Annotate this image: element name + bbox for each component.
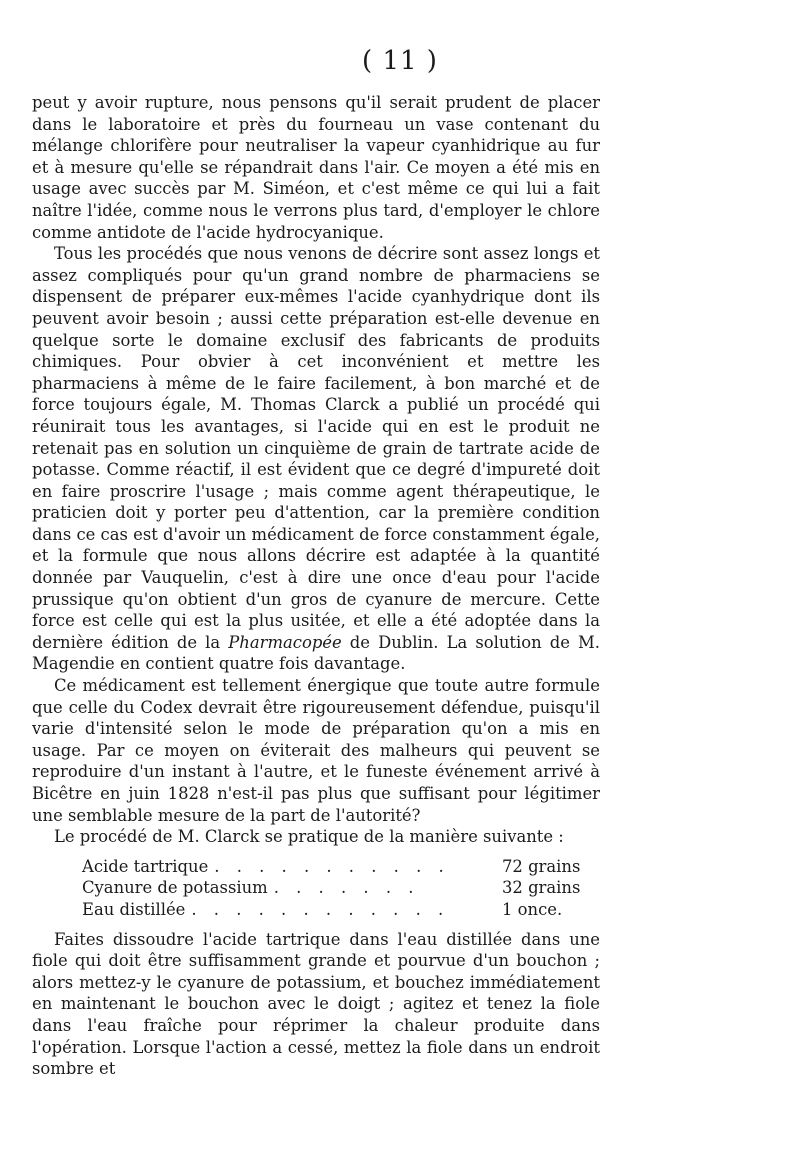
paragraph: Ce médicament est tellement énergique que toute autre formule que celle du Codex devrait être rigoureusement défendue, puisqu'il varie d'intensité selon le mode de préparation qu'on a mis en usage. Par ce moyen on éviterait des malheurs qui peuvent se reproduire d'un instant à l'autre, et le funeste événement arrivé à Bicêtre en juin 1828 n'est-il pas plus que suffisant pour légitimer une semblable mesure de la part de l'autorité? [32,676,600,825]
page-number: ( 11 ) [362,46,438,76]
paragraph: peut y avoir rupture, nous pensons qu'il serait prudent de placer dans le laboratoire et près du fourneau un vase contenant du mélange chlorifère pour neutraliser la vapeur cyanhidrique au fur et à mesure qu'elle se répandrait dans l'air. Ce moyen a été mis en usage avec succès par M. Siméon, et c'est même ce qui lui a fait naître l'idée, comme nous le verrons plus tard, d'employer le chlore comme antidote de l'acide hydrocyanique. [32,93,600,242]
paragraph: Le procédé de M. Clarck se pratique de la manière suivante : [54,827,564,847]
body-text [32,92,600,1080]
recipe-row [82,899,582,921]
leader-dots: . . . . . . . . . . . . [191,899,450,919]
paragraph-text: Tous les procédés que nous venons de décrire sont assez longs et assez compliqués pour qu'un grand nombre de pharmaciens se dispensent de préparer eux-mêmes l'acide cyanhydrique dont ils peuvent avoir besoin ; aussi cette préparation est-elle devenue en quelque sorte le domaine exclusif des fabricants de produits chimiques. Pour obvier à cet inconvénient et mettre les pharmaciens à même de le faire facilement, à bon marché et de force toujours égale, M. Thomas Clarck a publié un procédé qui réunirait tous les avantages, si l'acide qui en est le produit ne retenait pas en solution un cinquième de grain de tartrate acide de potasse. Comme réactif, il est évident que ce degré d'impureté doit en faire proscrire l'usage ; mais comme agent thérapeutique, le praticien doit y porter peu d'attention, car la première condition dans ce cas est d'avoir un médicament de force constamment égale, et la formule que nous allons décrire est adaptée à la quantité donnée par Vauquelin, c'est à dire une once d'eau pour l'acide prussique qu'on obtient d'un gros de cyanure de mercure. Cette force est celle qui est la plus usitée, et elle a été adoptée dans la dernière édition de la [32,244,600,652]
recipe-row [82,856,582,878]
paragraph-text: de Dublin. La solution de M. Magendie en contient quatre fois davantage. [32,632,600,674]
ingredient-name: Acide tartrique [82,856,209,876]
ingredient-quantity: 72 grains [502,856,581,876]
ingredient-name: Cyanure de potassium [82,878,268,898]
ingredient-quantity: 32 grains [502,878,581,898]
ingredient-name: Eau distillée [82,899,186,919]
paragraph [32,243,600,675]
leader-dots: . . . . . . . [273,878,420,898]
recipe-row [82,877,582,899]
paragraph: Faites dissoudre l'acide tartrique dans l'eau distillée dans une fiole qui doit être suffisamment grande et pourvue d'un bouchon ; alors mettez-y le cyanure de potassium, et bouchez immédiatement en maintenant le bouchon avec le doigt ; agitez et tenez la fiole dans l'eau fraîche pour réprimer la chaleur produite dans l'opération. Lorsque l'action a cessé, mettez la fiole dans un endroit sombre et [32,929,600,1079]
recipe-table [82,856,582,921]
leader-dots: . . . . . . . . . . . [214,856,450,876]
italic-title: Pharmacopée [228,632,342,652]
ingredient-quantity: 1 once. [502,899,563,919]
